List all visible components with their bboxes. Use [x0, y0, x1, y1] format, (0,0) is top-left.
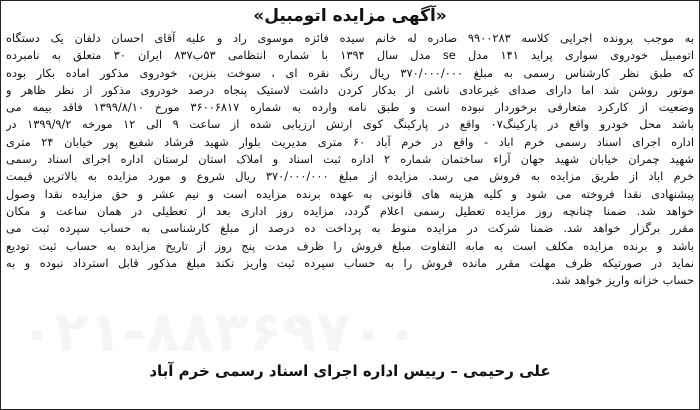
body-line: اتومبیل خودروی سواری پراید ۱۴۱ مدل se مدل سال ۱۳۹۴ با شماره انتظامی ۵۳ب۸۳۷ ایران ۳۰ متعلق به نامبرده [6, 48, 694, 63]
body-line: پیشنهادی نقدا فروخته می شود و کلیه هزینه های قانونی به عهده برنده مزایده است و نیم عشر و حق مزایده نقدا وصول [6, 186, 694, 201]
body-line: مقرر برگزار خواهد شد. ضمنا شرکت در مزایده منوط به پرداخت ده درصد از مبلغ کارشناسی به حساب سپرده ثبت می [6, 221, 694, 236]
body-line: که طبق نظر کارشناس رسمی به مبلغ ۳۷۰/۰۰۰/۰۰۰ ریال رنگ نقره ای ، سوخت بنزین، خودروی مذکور اماده بکار بوده [6, 65, 694, 80]
notice-title: «آگهی مزایده اتومبیل» [253, 6, 447, 26]
body-line: باشد محل خودرو واقع در پارکینگ۰۷ واقع در پارکینگ کوی ارتش ارزیابی شده از ساعت ۹ الی ۱۲ مورخه ۱۳۹۹/۹/۲ در [6, 117, 694, 132]
body-line: موتور روشن شد اما دارای صدای غیرعادی ناشی از بدکار کردن داشت لاستیک پنجاه درصد خودروی مذکور از نظر ظاهر و [6, 82, 694, 97]
body-line: اداره اجرای اسناد رسمی خرم اباد - واقع در خرم آباد ۶۰ متری مدیریت بلوار شهید فرشاد شفیع پور خیابان ۲۴ متری [6, 134, 694, 149]
body-line: باشد و برنده مزایده مکلف است به مابه التفاوت مبلغ فروش را ظرف مدت پنج روز از تاریخ مزایده به حساب ثبت تودیع [6, 238, 694, 253]
signature: علی رحیمی – رییس اداره اجرای اسناد رسمی خرم آباد [149, 362, 551, 380]
phone-watermark: ۰۲۱-۸۸۳۶۹۷۰۰ [20, 300, 420, 365]
body-line: خواهد شد. ضمنا چنانچه روز مزایده تعطیل رسمی اعلام گردد، مزایده روز اداری بعد از تعطیلی در همان ساعت و مکان [6, 203, 694, 218]
body-line: به موجب پرونده اجرایی کلاسه ۹۹۰۰۲۸۳ صادره له خانم سیده فائزه موسوی راد و علیه آقای احسان دلفان یک دستگاه [6, 31, 694, 45]
body-line: وضعیت از کارکرد متعارفی برخوردار نبوده است و طبق نامه وارده به شماره ۳۶۰۰۶۸۱۷ مورخ ۱۳۹۹/۸/۱۰ فاقد بیمه می [6, 100, 694, 115]
body-line: حساب خزانه واریز خواهد شد. [551, 273, 694, 288]
body-line: شهید چمران خیابان شهید جهان آراء ساختمان شماره ۲ اداره ثبت اسناد و املاک استان لرستان اداره اجرای اسناد رسمی [6, 152, 694, 167]
body-line: خرم اباد از طریق مزایده به فروش می رسد. مزایده از مبلغ ۳۷۰/۰۰۰/۰۰۰ ریال شروع و مورد مزایده به بالاترین قیمت [6, 169, 694, 184]
body-line: نماید در صورتیکه ظرف مهلت مقرر مانده فروش را به حساب سپرده ثبت واریز نکند مبلغ مذکور قابل استرداد نبوده و به [6, 255, 694, 270]
notice-body [6, 30, 694, 289]
